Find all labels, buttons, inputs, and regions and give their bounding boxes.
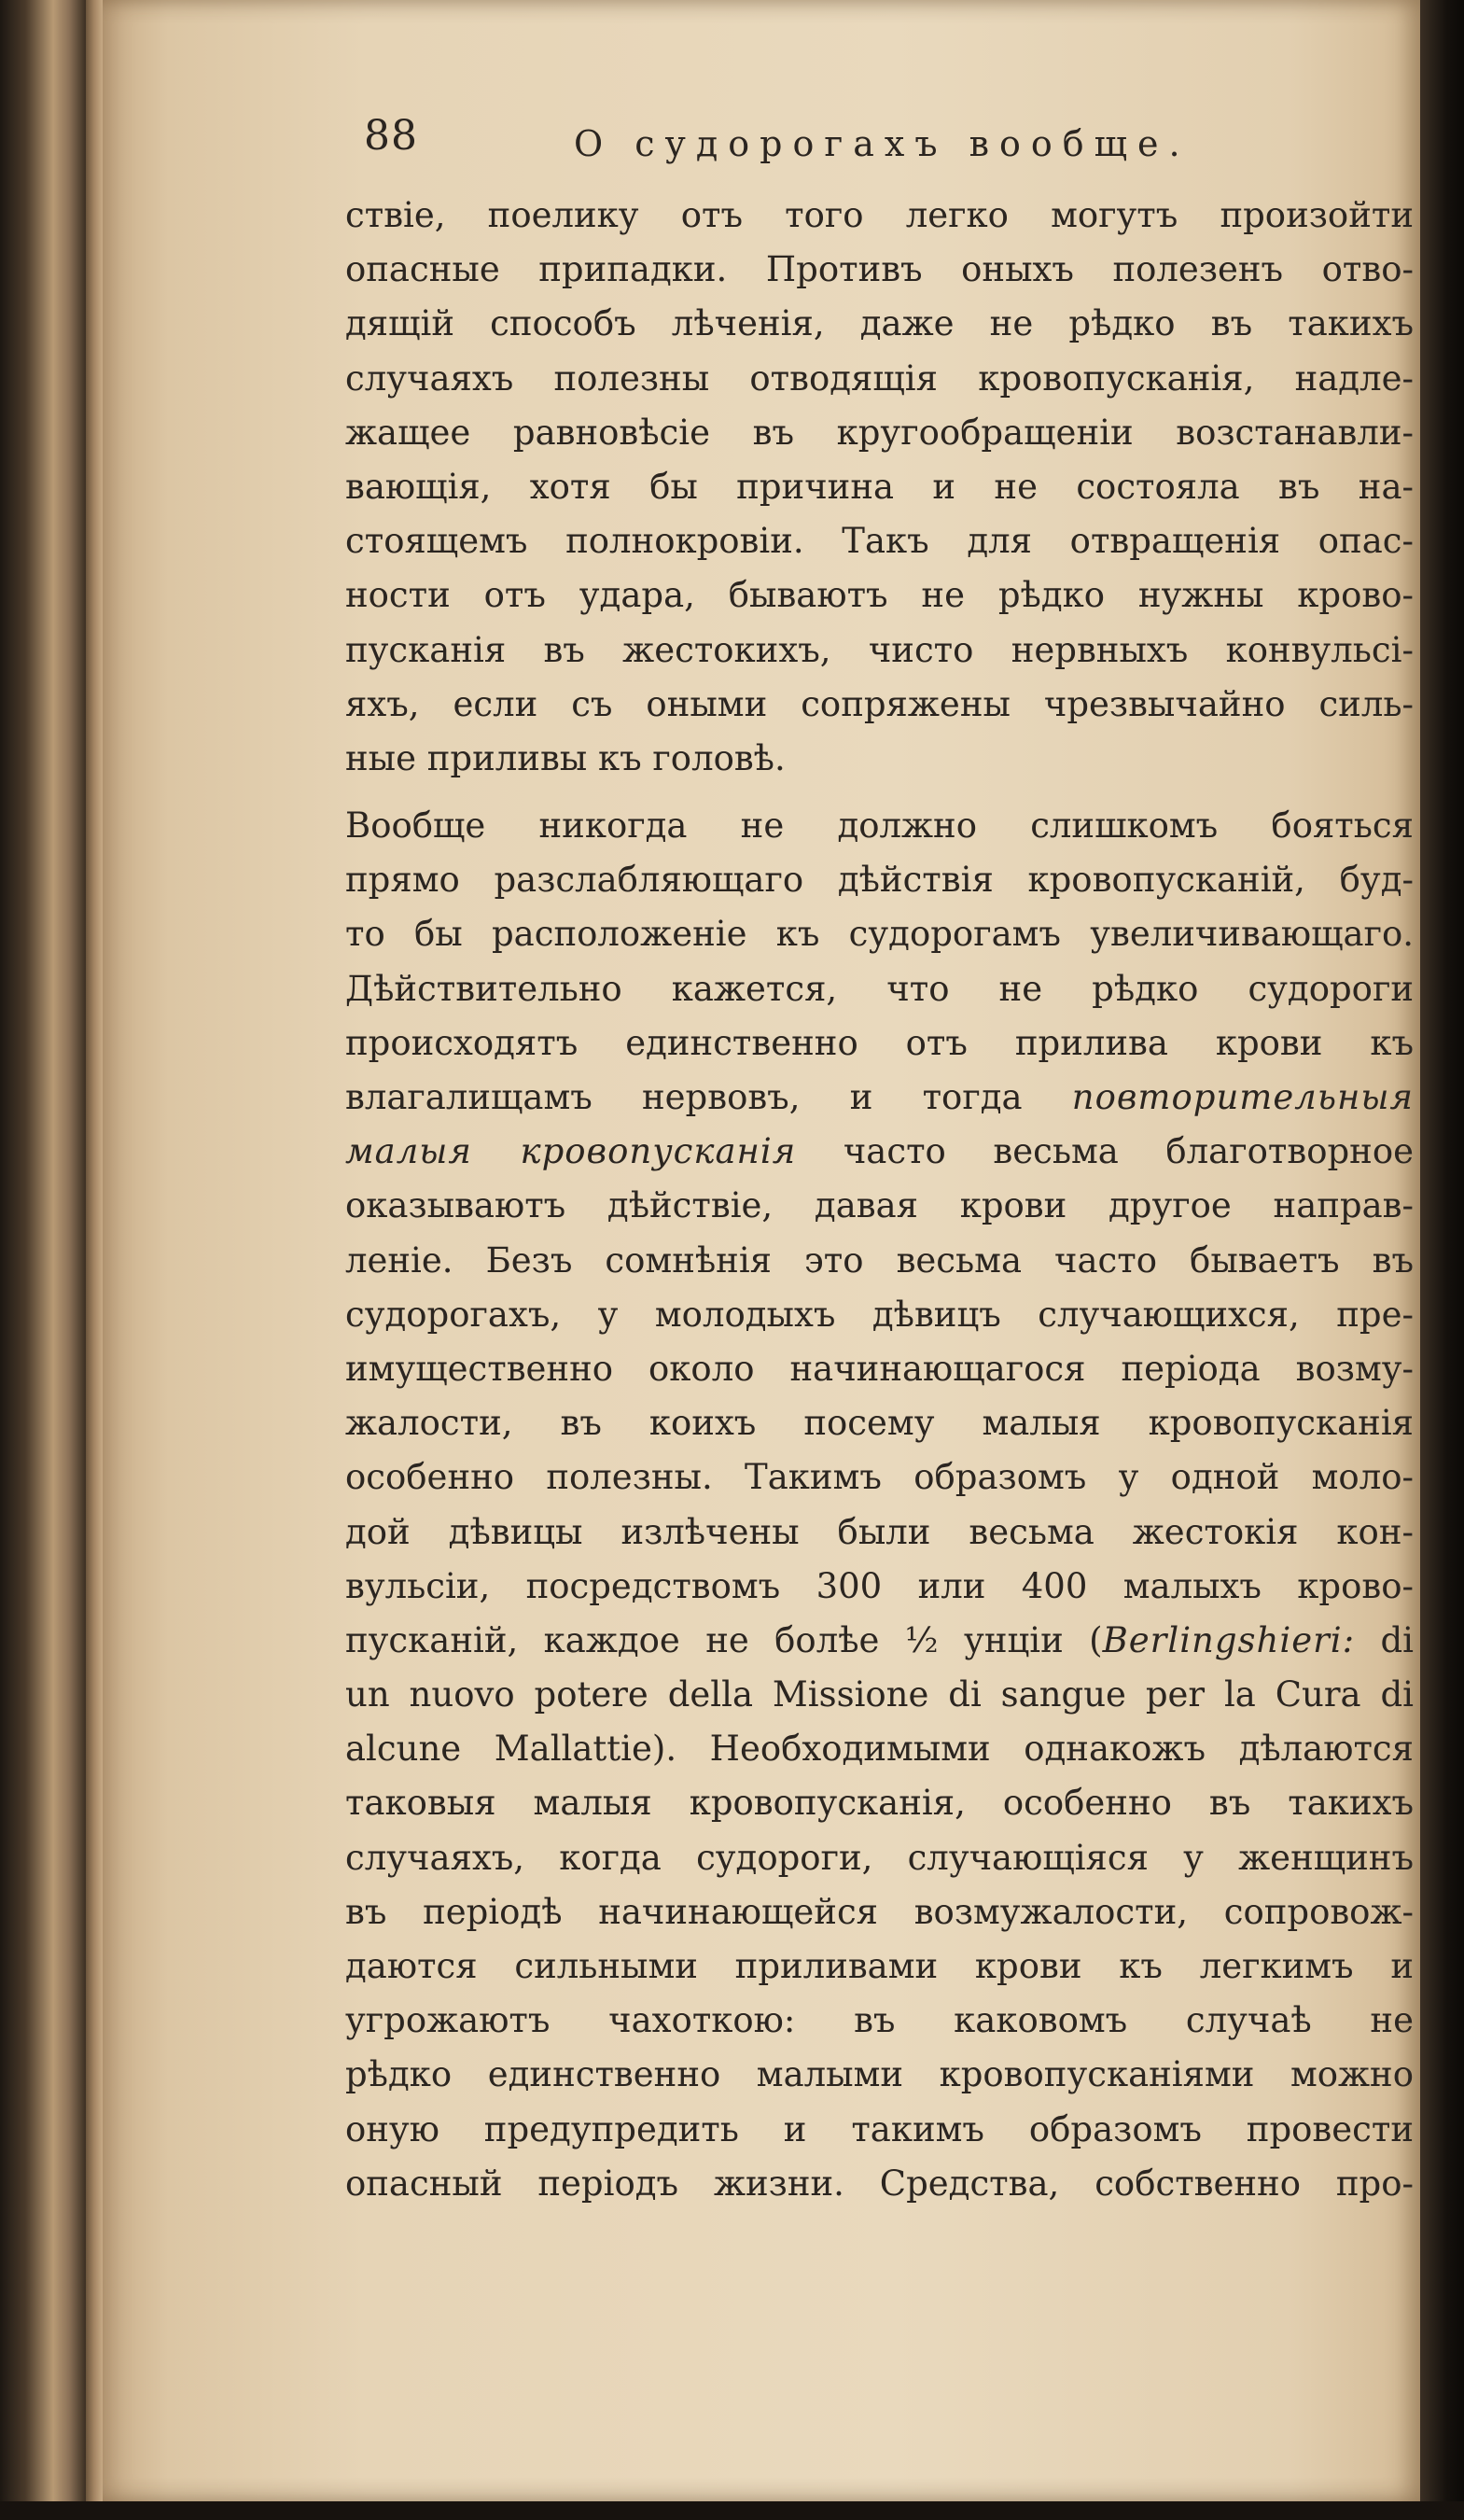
page-edge-shadow xyxy=(1420,0,1464,2520)
text-line: особенно полезны. Такимъ образомъ у одной моло- xyxy=(345,1457,1414,1498)
text-line-paragraph-start: Вообще никогда не должно слишкомъ бояться xyxy=(345,805,1414,847)
text-line: происходятъ единственно отъ прилива крови къ xyxy=(345,1022,1414,1063)
text-line: угрожаютъ чахоткою: въ каковомъ случаѣ не xyxy=(345,2000,1414,2041)
text-line: судорогахъ, у молодыхъ дѣвицъ случающихся, пре- xyxy=(345,1294,1414,1335)
text-line: таковыя малыя кровопусканія, особенно въ такихъ xyxy=(345,1783,1414,1824)
text-line: дящій способъ лѣченія, даже не рѣдко въ такихъ xyxy=(345,303,1414,344)
text-line: un nuovo potere della Missione di sangue per la Cura di xyxy=(345,1674,1414,1715)
spine-shadow xyxy=(86,0,103,2520)
text-line: даются сильными приливами крови къ легкимъ и xyxy=(345,1946,1414,1986)
page-number: 88 xyxy=(364,112,418,160)
text-line: ности отъ удара, бываютъ не рѣдко нужны крово- xyxy=(345,575,1414,616)
text-line: въ періодѣ начинающейся возмужалости, сопровож- xyxy=(345,1891,1414,1932)
text-line: яхъ, если съ оными сопряжены чрезвычайно силь- xyxy=(345,683,1414,724)
body-text xyxy=(345,189,1414,2211)
text-line-paragraph-end: ные приливы къ головѣ. xyxy=(345,737,786,778)
text-line: пусканія въ жестокихъ, чисто нервныхъ конвульсі- xyxy=(345,629,1414,670)
text-line: дой дѣвицы излѣчены были весьма жестокія кон- xyxy=(345,1511,1414,1552)
text-line: Дѣйствительно кажется, что не рѣдко судороги xyxy=(345,968,1414,1009)
text-line: случаяхъ полезны отводящія кровопусканія, надле- xyxy=(345,357,1414,399)
text-line: рѣдко единственно малыми кровопусканіями можно xyxy=(345,2054,1414,2095)
text-line: прямо разслабляющаго дѣйствія кровопусканій, буд- xyxy=(345,860,1414,901)
text-line: стоящемъ полнокровіи. Такъ для отвращенія опас- xyxy=(345,521,1414,562)
text-line: жалости, въ коихъ посему малыя кровопусканія xyxy=(345,1403,1414,1444)
book-spine xyxy=(0,0,86,2520)
page-header xyxy=(364,112,1353,177)
text-line: alcune Mallattie). Необходимыми однакожъ дѣлаются xyxy=(345,1729,1414,1770)
running-title: О судорогахъ вообще. xyxy=(574,123,1191,164)
text-line: то бы расположеніе къ судорогамъ увеличивающаго. xyxy=(345,914,1414,955)
text-line: оную предупредить и такимъ образомъ провести xyxy=(345,2108,1414,2149)
text-line: влагалищамъ нервовъ, и тогда повторительныя xyxy=(345,1077,1414,1117)
text-line: имущественно около начинающагося періода возму- xyxy=(345,1348,1414,1389)
text-line: вающія, хотя бы причина и не состояла въ на- xyxy=(345,466,1414,507)
bottom-edge-shadow xyxy=(0,2501,1464,2520)
text-line: опасные припадки. Противъ оныхъ полезенъ отво- xyxy=(345,249,1414,290)
text-line: вульсіи, посредствомъ 300 или 400 малыхъ крово- xyxy=(345,1565,1414,1606)
text-line: ствіе, поелику отъ того легко могутъ произойти xyxy=(345,195,1414,235)
text-line: леніе. Безъ сомнѣнія это весьма часто бываетъ въ xyxy=(345,1239,1414,1281)
text-line: жащее равновѣсіе въ кругообращеніи возстанавли- xyxy=(345,412,1414,453)
text-line: оказываютъ дѣйствіе, давая крови другое направ- xyxy=(345,1185,1414,1226)
text-line: опасный періодъ жизни. Средства, собственно про- xyxy=(345,2163,1414,2204)
text-line: малыя кровопусканія часто весьма благотворное xyxy=(345,1131,1414,1172)
text-line: пусканій, каждое не болѣе ½ унціи (Berlingshieri: di xyxy=(345,1619,1414,1660)
text-line: случаяхъ, когда судороги, случающіяся у женщинъ xyxy=(345,1837,1414,1878)
